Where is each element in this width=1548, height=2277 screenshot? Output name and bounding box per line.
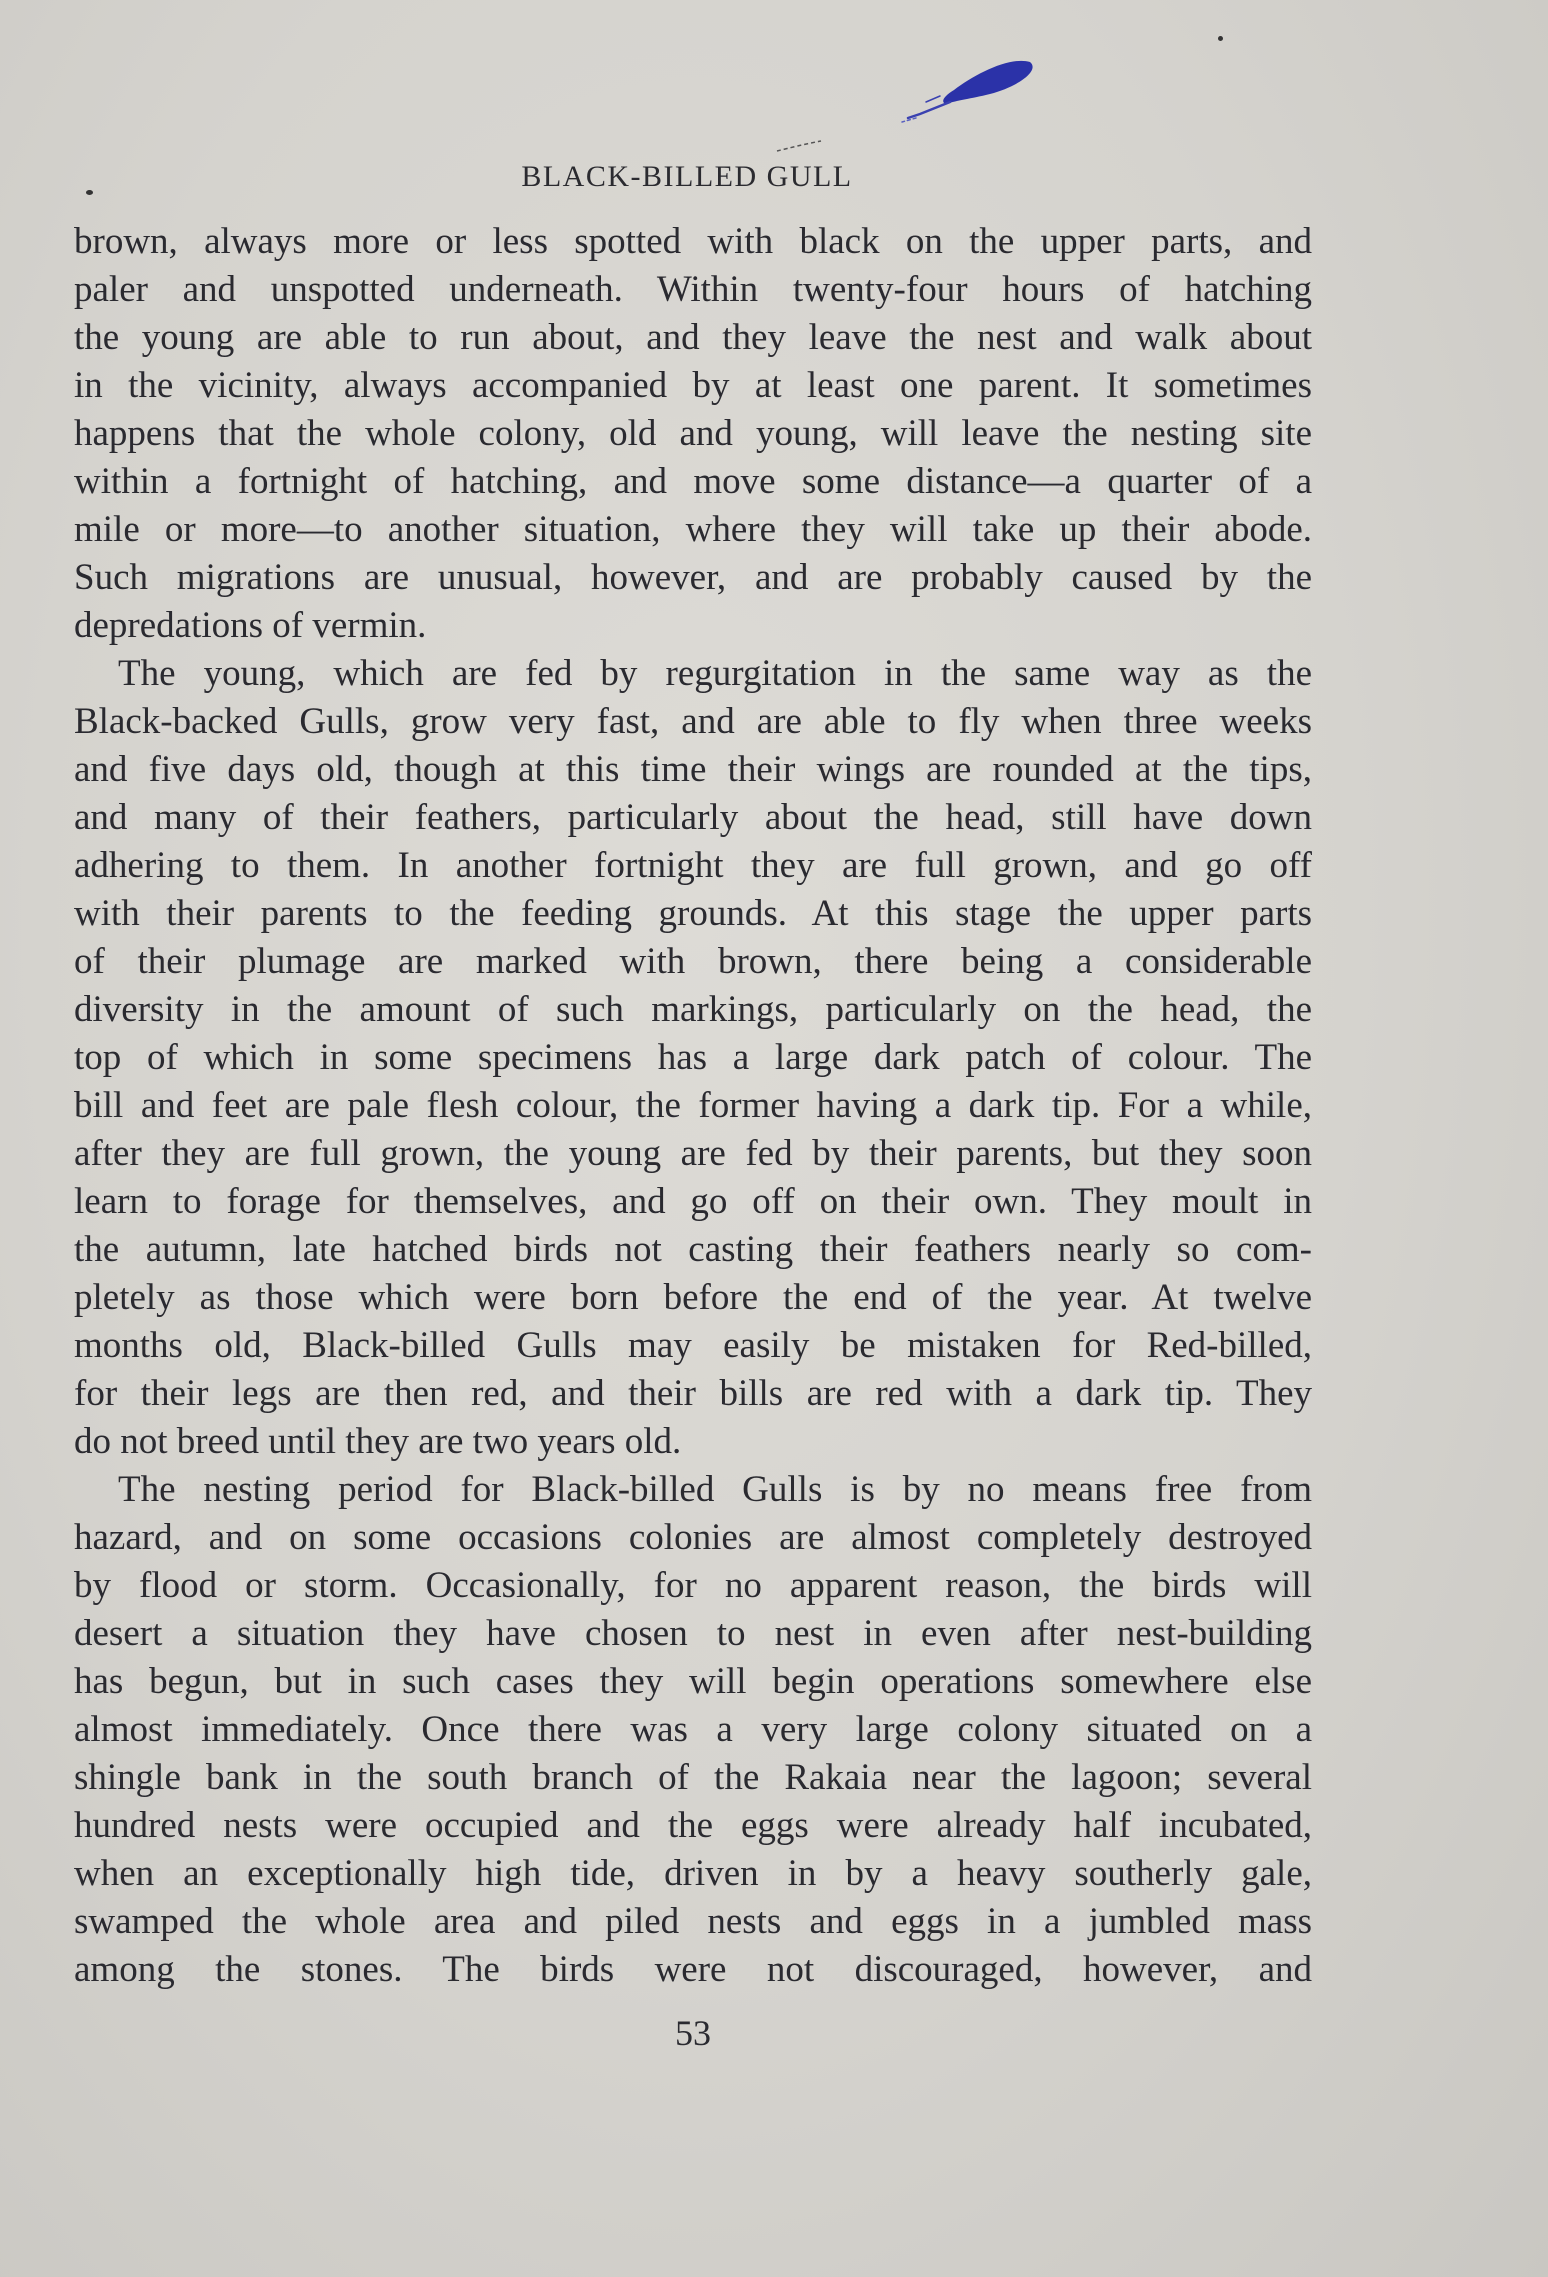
text-line: The nesting period for Black-billed Gulls is by no means free from [118,1469,1312,1510]
text-line: shingle bank in the south branch of the Rakaia near the lagoon; several [74,1757,1312,1798]
body-text [74,218,1312,1994]
pencil-mark-icon [775,138,825,154]
text-line: with their parents to the feeding grounds. At this stage the upper parts [74,893,1312,934]
text-line: happens that the whole colony, old and young, will leave the nesting site [74,413,1312,454]
text-line: adhering to them. In another fortnight they are full grown, and go off [74,845,1312,886]
blue-ink-blot-icon [880,52,1040,132]
text-line: has begun, but in such cases they will begin operations somewhere else [74,1661,1312,1702]
text-line: The young, which are fed by regurgitation in the same way as the [118,653,1312,694]
running-head: BLACK-BILLED GULL [521,160,853,193]
text-line: Such migrations are unusual, however, and are probably caused by the [74,557,1312,598]
paragraph [74,218,1312,650]
text-line: months old, Black-billed Gulls may easily be mistaken for Red-billed, [74,1325,1312,1366]
paragraph [74,1466,1312,1994]
paragraph [74,650,1312,1466]
text-line: when an exceptionally high tide, driven in by a heavy southerly gale, [74,1853,1312,1894]
text-line: do not breed until they are two years old. [74,1421,682,1462]
page-number: 53 [675,2013,711,2053]
text-line: and many of their feathers, particularly about the head, still have down [74,797,1312,838]
text-line: top of which in some specimens has a large dark patch of colour. The [74,1037,1312,1078]
text-line: diversity in the amount of such markings, particularly on the head, the [74,989,1312,1030]
text-line: hazard, and on some occasions colonies are almost completely destroyed [74,1517,1312,1558]
text-line: desert a situation they have chosen to nest in even after nest-building [74,1613,1312,1654]
text-line: depredations of vermin. [74,605,427,646]
text-line: paler and unspotted underneath. Within twenty-four hours of hatching [74,269,1312,310]
text-line: Black-backed Gulls, grow very fast, and are able to fly when three weeks [74,701,1312,742]
text-line: of their plumage are marked with brown, there being a considerable [74,941,1312,982]
text-line: after they are full grown, the young are fed by their parents, but they soon [74,1133,1312,1174]
text-line: the young are able to run about, and they leave the nest and walk about [74,317,1312,358]
page-speck [1218,36,1223,41]
text-line: and five days old, though at this time their wings are rounded at the tips, [74,749,1312,790]
text-line: the autumn, late hatched birds not casting their feathers nearly so com- [74,1229,1312,1270]
text-line: swamped the whole area and piled nests and eggs in a jumbled mass [74,1901,1312,1942]
text-line: hundred nests were occupied and the eggs were already half incubated, [74,1805,1312,1846]
text-line: pletely as those which were born before the end of the year. At twelve [74,1277,1312,1318]
text-line: among the stones. The birds were not discouraged, however, and [74,1949,1312,1990]
text-line: for their legs are then red, and their bills are red with a dark tip. They [74,1373,1312,1414]
text-line: within a fortnight of hatching, and move some distance—a quarter of a [74,461,1312,502]
text-line: brown, always more or less spotted with black on the upper parts, and [74,221,1312,262]
text-line: bill and feet are pale flesh colour, the former having a dark tip. For a while, [74,1085,1312,1126]
text-line: learn to forage for themselves, and go off on their own. They moult in [74,1181,1312,1222]
text-line: almost immediately. Once there was a very large colony situated on a [74,1709,1312,1750]
text-line: mile or more—to another situation, where they will take up their abode. [74,509,1312,550]
text-line: by flood or storm. Occasionally, for no apparent reason, the birds will [74,1565,1312,1606]
text-line: in the vicinity, always accompanied by at least one parent. It sometimes [74,365,1312,406]
